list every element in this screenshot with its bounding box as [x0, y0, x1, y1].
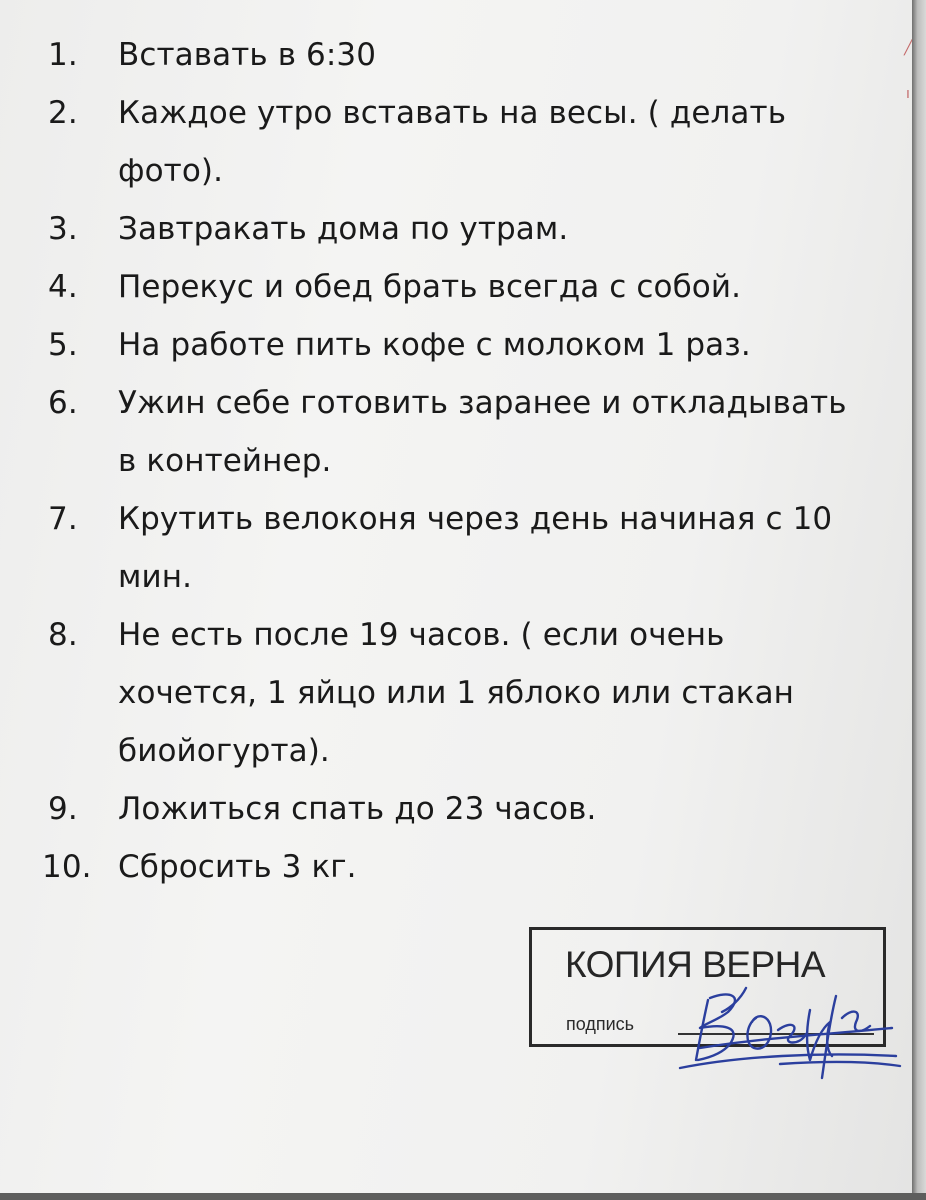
item-number: 5. [48, 327, 78, 363]
item-number: 4. [48, 269, 78, 305]
item-number: 7. [48, 501, 78, 537]
handwritten-signature [660, 960, 910, 1090]
page-bottom-edge [0, 1193, 926, 1200]
item-text: На работе пить кофе с молоком 1 раз. [118, 327, 751, 363]
list-item [48, 374, 868, 490]
item-text: Перекус и обед брать всегда с собой. [118, 269, 742, 305]
item-number: 1. [48, 37, 78, 73]
signature-label: подпись [566, 1014, 635, 1034]
item-number: 8. [48, 617, 78, 653]
item-number: 2. [48, 95, 78, 131]
edge-mark: ı [906, 86, 910, 102]
item-text: Завтракать дома по утрам. [118, 211, 569, 247]
item-text: Сбросить 3 кг. [118, 849, 357, 885]
edge-mark: ╱ [904, 40, 912, 56]
list-item [48, 780, 868, 838]
item-text: Ужин себе готовить заранее и откладывать в контейнер. [118, 385, 847, 479]
item-text: Крутить велоконя через день начиная с 10 мин. [118, 501, 833, 595]
item-number: 3. [48, 211, 78, 247]
rules-list [42, 26, 868, 896]
list-item [48, 490, 868, 606]
item-text: Каждое утро вставать на весы. ( делать фото). [118, 95, 787, 189]
page-edge-shadow [912, 0, 926, 1200]
item-text: Вставать в 6:30 [118, 37, 377, 73]
list-item [48, 258, 868, 316]
stamp-title: КОПИЯ ВЕРНА [565, 944, 826, 985]
list-item [42, 838, 868, 896]
item-text: Ложиться спать до 23 часов. [118, 791, 597, 827]
item-text: Не есть после 19 часов. ( если очень хочется, 1 яйцо или 1 яблоко или стакан биойогурта). [118, 617, 795, 769]
list-item [48, 200, 868, 258]
item-number: 9. [48, 791, 78, 827]
item-number: 10. [42, 849, 92, 885]
list-item [48, 316, 868, 374]
list-item [48, 26, 868, 84]
list-item [48, 84, 868, 200]
list-item [48, 606, 868, 780]
item-number: 6. [48, 385, 78, 421]
